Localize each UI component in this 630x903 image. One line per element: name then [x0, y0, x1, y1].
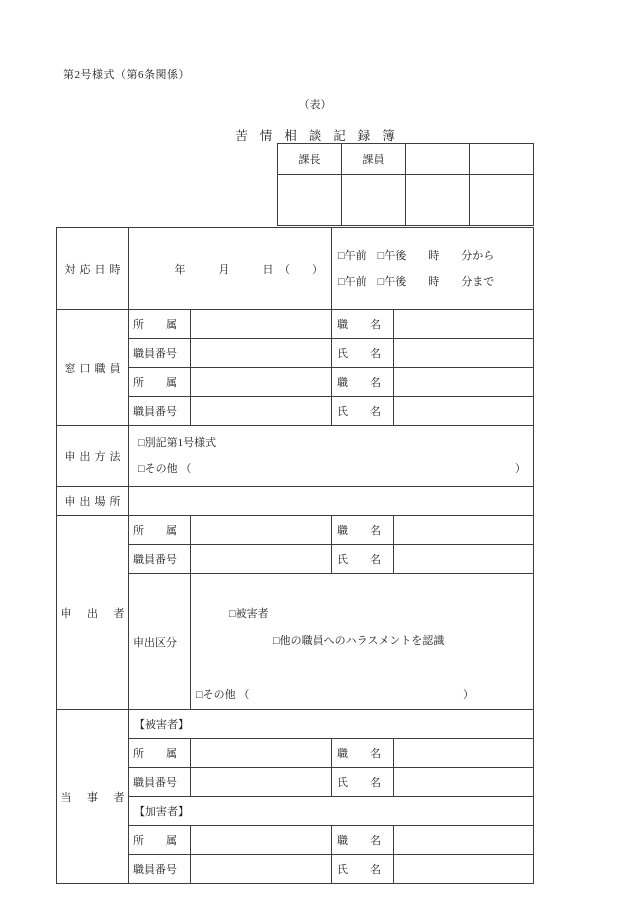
staff-number-label: 職員番号	[133, 554, 177, 566]
row-request-place	[57, 487, 534, 516]
contact-staff-name-value-1	[394, 339, 534, 368]
approval-stamp-row	[278, 175, 534, 226]
affiliation-label: 所属	[133, 319, 177, 331]
job-title-label-cell	[332, 516, 394, 545]
requester-label: 申出者	[60, 607, 125, 620]
offender-affiliation-value	[191, 826, 332, 855]
request-method-options-cell	[129, 426, 534, 487]
staff-number-label: 職員番号	[133, 406, 177, 418]
row-contact-staff-2b	[57, 397, 534, 426]
row-parties-victim-header	[57, 710, 534, 739]
contact-staff-label-cell	[57, 310, 129, 426]
job-title-label: 職名	[337, 525, 381, 537]
row-contact-staff-1b	[57, 339, 534, 368]
row-requester-b	[57, 545, 534, 574]
offender-name-value	[394, 855, 534, 884]
record-table	[56, 227, 534, 884]
row-offender-b	[57, 855, 534, 884]
requester-category-options-cell	[191, 574, 534, 710]
row-response-datetime	[57, 228, 534, 310]
row-parties-offender-header	[57, 797, 534, 826]
request-method-label-cell	[57, 426, 129, 487]
method-option-form1-checkbox: □別記第1号様式	[138, 437, 217, 449]
name-label-cell	[332, 855, 394, 884]
response-date-field: 年 月 日 （ ）	[129, 228, 332, 310]
job-title-label-cell	[332, 368, 394, 397]
job-title-label: 職名	[337, 377, 381, 389]
affiliation-label-cell	[129, 826, 191, 855]
affiliation-label: 所属	[133, 377, 177, 389]
row-offender-a	[57, 826, 534, 855]
job-title-label-cell	[332, 739, 394, 768]
response-time-field	[332, 228, 534, 310]
offender-number-value	[191, 855, 332, 884]
row-requester-category	[57, 574, 534, 710]
method-option-other-line	[138, 456, 533, 482]
victim-name-value	[394, 768, 534, 797]
approval-stamp-cell-section-staff	[342, 175, 406, 226]
approval-header-row	[278, 144, 534, 175]
contact-staff-number-value-2	[191, 397, 332, 426]
time-to-line: □午前 □午後 時 分まで	[338, 275, 495, 288]
response-datetime-label: 対応日時	[64, 263, 121, 276]
row-request-method	[57, 426, 534, 487]
victim-section-header: 【被害者】	[129, 710, 534, 739]
job-title-label: 職名	[337, 748, 381, 760]
requester-name-value	[394, 545, 534, 574]
row-requester-a	[57, 516, 534, 545]
affiliation-label-cell	[129, 310, 191, 339]
request-place-label-cell	[57, 487, 129, 516]
request-place-value	[129, 487, 534, 516]
category-recognized-checkbox: □他の職員へのハラスメントを認識	[273, 635, 445, 647]
category-other-checkbox: □その他 （	[196, 689, 250, 701]
affiliation-label: 所属	[133, 525, 177, 537]
request-place-label: 申出場所	[64, 496, 121, 508]
contact-staff-job-title-value-2	[394, 368, 534, 397]
request-method-label: 申出方法	[64, 451, 121, 463]
staff-number-label-cell	[129, 545, 191, 574]
requester-number-value	[191, 545, 332, 574]
side-label: （表）	[298, 99, 332, 111]
name-label: 氏名	[337, 864, 381, 876]
method-option-other-checkbox: □その他 （	[138, 463, 192, 475]
contact-staff-job-title-value-1	[394, 310, 534, 339]
row-contact-staff-1a	[57, 310, 534, 339]
time-from-line: □午前 □午後 時 分から	[338, 249, 495, 262]
affiliation-label-cell	[129, 368, 191, 397]
staff-number-label-cell	[129, 397, 191, 426]
form-number: 第2号様式（第6条関係）	[63, 69, 190, 81]
row-contact-staff-2a	[57, 368, 534, 397]
method-option-other-close-paren: ）	[515, 463, 527, 475]
contact-staff-affiliation-value-1	[191, 310, 332, 339]
affiliation-label: 所属	[133, 748, 177, 760]
victim-number-value	[191, 768, 332, 797]
affiliation-label-cell	[129, 516, 191, 545]
contact-staff-name-value-2	[394, 397, 534, 426]
contact-staff-number-value-1	[191, 339, 332, 368]
name-label-cell	[332, 545, 394, 574]
parties-label-cell	[57, 710, 129, 884]
response-datetime-label-cell	[57, 228, 129, 310]
offender-job-title-value	[394, 826, 534, 855]
approval-header-section-staff: 課員	[342, 144, 406, 175]
job-title-label-cell	[332, 310, 394, 339]
name-label: 氏名	[337, 348, 381, 360]
parties-label: 当事者	[60, 791, 125, 804]
contact-staff-label: 窓口職員	[64, 362, 121, 375]
name-label-cell	[332, 397, 394, 426]
staff-number-label-cell	[129, 339, 191, 368]
approval-stamp-cell-blank-1	[406, 175, 470, 226]
name-label: 氏名	[337, 777, 381, 789]
offender-section-header: 【加害者】	[129, 797, 534, 826]
row-victim-a	[57, 739, 534, 768]
approval-stamp-cell-blank-2	[470, 175, 534, 226]
approval-header-blank-2	[470, 144, 534, 175]
category-other-close-paren: ）	[463, 689, 474, 701]
requester-label-cell	[57, 516, 129, 710]
row-victim-b	[57, 768, 534, 797]
category-line-2	[196, 682, 474, 709]
requester-category-label: 申出区分	[133, 636, 177, 649]
name-label: 氏名	[337, 406, 381, 418]
name-label: 氏名	[337, 554, 381, 566]
staff-number-label: 職員番号	[133, 348, 177, 360]
approval-header-blank-1	[406, 144, 470, 175]
affiliation-label-cell	[129, 739, 191, 768]
name-label-cell	[332, 339, 394, 368]
job-title-label: 職名	[337, 835, 381, 847]
requester-category-label-cell	[129, 574, 191, 710]
category-victim-checkbox: □被害者	[229, 608, 269, 620]
approval-header-section-chief: 課長	[278, 144, 342, 175]
approval-stamp-cell-section-chief	[278, 175, 342, 226]
contact-staff-affiliation-value-2	[191, 368, 332, 397]
requester-affiliation-value	[191, 516, 332, 545]
job-title-label-cell	[332, 826, 394, 855]
staff-number-label-cell	[129, 855, 191, 884]
victim-affiliation-value	[191, 739, 332, 768]
victim-job-title-value	[394, 739, 534, 768]
document-title: 苦情相談記録簿	[235, 129, 407, 143]
affiliation-label: 所属	[133, 835, 177, 847]
job-title-label: 職名	[337, 319, 381, 331]
requester-job-title-value	[394, 516, 534, 545]
category-line-1	[196, 574, 533, 682]
approval-stamp-table	[277, 143, 534, 226]
staff-number-label: 職員番号	[133, 864, 177, 876]
name-label-cell	[332, 768, 394, 797]
staff-number-label-cell	[129, 768, 191, 797]
staff-number-label: 職員番号	[133, 777, 177, 789]
